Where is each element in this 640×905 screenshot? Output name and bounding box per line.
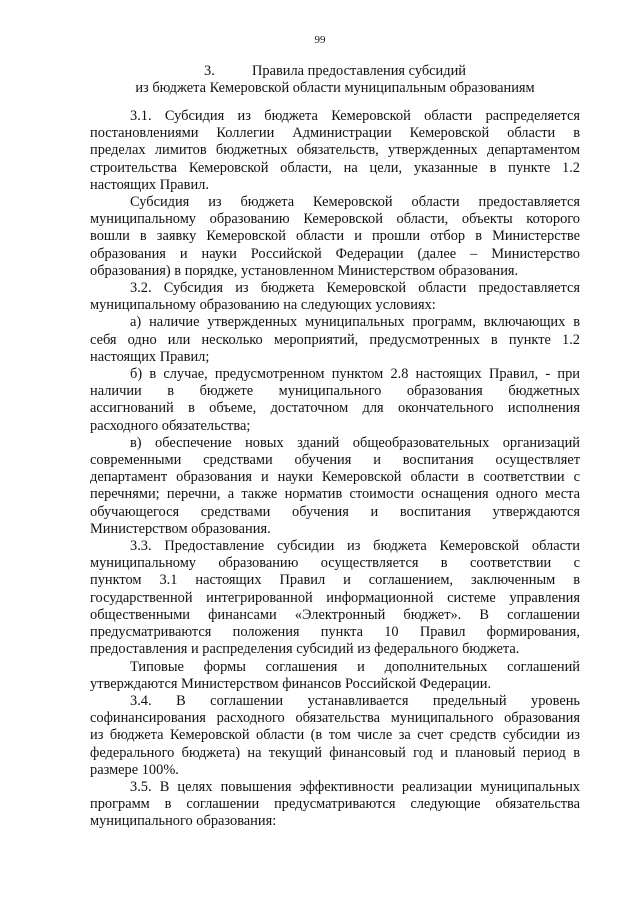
document-body (90, 108, 580, 831)
paragraph (90, 108, 580, 194)
section-heading (90, 63, 580, 97)
section-heading-line-1 (90, 63, 580, 80)
paragraph (90, 280, 580, 314)
section-subtitle: из бюджета Кемеровской области муниципальным образованиям (135, 80, 535, 96)
paragraph (90, 659, 580, 693)
paragraph-line: 3.1. Субсидия из бюджета Кемеровской области распределяется (130, 108, 580, 124)
paragraph-line: утверждаются Министерством финансов Российской Федерации. (90, 675, 492, 692)
paragraph-line: настоящих Правил. (90, 176, 209, 193)
paragraph-line: 3.4. В соглашении устанавливается предельный уровень (130, 692, 580, 709)
paragraph-line: государственной интегрированной информационной системе управления (90, 589, 580, 606)
paragraph-line: пределах лимитов бюджетных обязательств, утвержденных департаментом (90, 142, 580, 159)
paragraph-line: 3.3. Предоставление субсидии из бюджета Кемеровской области (130, 538, 580, 555)
paragraph-line: образования и науки Российской Федерации (далее – Министерство (90, 245, 580, 262)
paragraph-line: расходного обязательства; (90, 417, 251, 434)
paragraph-line: федерального бюджета) на текущий финансовый год и плановый период в (90, 744, 580, 761)
paragraph-line: Министерством образования. (90, 520, 271, 537)
paragraph-line: вошли в заявку Кемеровской области и прошли отбор в Министерстве (90, 228, 580, 245)
paragraph-line: образования) в порядке, установленном Министерством образования. (90, 262, 519, 279)
paragraph-line: настоящих Правил; (90, 348, 210, 365)
section-title: Правила предоставления субсидий (252, 63, 466, 79)
paragraph-line: себя одно или несколько мероприятий, предусмотренных в пункте 1.2 (90, 331, 580, 348)
paragraph-line: предусматриваются положения пункта 10 Правил формирования, (90, 624, 580, 641)
paragraph-line: перечнями; перечни, а также норматив стоимости оснащения одного места (90, 486, 580, 503)
paragraph (90, 693, 580, 779)
paragraph-line: Типовые формы соглашения и дополнительных соглашений (130, 658, 580, 675)
paragraph-line: из бюджета Кемеровской области (в том числе за счет средств субсидии из (90, 727, 580, 744)
paragraph-line: постановлениями Коллегии Администрации Кемеровской области в (90, 125, 580, 142)
paragraph (90, 538, 580, 658)
paragraph-line: предоставления и распределения субсидий из федерального бюджета. (90, 641, 520, 658)
paragraph-line: муниципальному образованию осуществляется в соответствии с (90, 555, 580, 572)
paragraph-line: муниципальному образованию Кемеровской области, объекты которого (90, 211, 580, 228)
page-number: 99 (314, 34, 326, 46)
paragraph-line: софинансирования расходного обязательства муниципального образования (90, 710, 580, 727)
paragraph-line: департамент образования и науки Кемеровской области в соответствии с (90, 469, 580, 486)
paragraph (90, 779, 580, 831)
paragraph-line: программ в соглашении предусматриваются следующие обязательства (90, 796, 580, 813)
paragraph-line: б) в случае, предусмотренном пунктом 2.8 настоящих Правил, - при (130, 366, 580, 383)
paragraph-line: ассигнований в объеме, достаточном для окончательного исполнения (90, 400, 580, 417)
paragraph-line: современными средствами обучения и воспитания осуществляет (90, 452, 580, 469)
paragraph-line: размере 100%. (90, 761, 179, 778)
section-number: 3. (204, 63, 215, 79)
paragraph (90, 194, 580, 280)
paragraph-line: в) обеспечение новых зданий общеобразовательных организаций (130, 434, 580, 451)
paragraph-line: муниципального образования: (90, 813, 277, 830)
paragraph (90, 435, 580, 538)
paragraph-line: Субсидия из бюджета Кемеровской области предоставляется (130, 194, 580, 211)
paragraph-line: 3.5. В целях повышения эффективности реализации муниципальных (130, 778, 580, 795)
paragraph-line: а) наличие утвержденных муниципальных программ, включающих в (130, 314, 580, 331)
paragraph (90, 314, 580, 366)
paragraph-line: общественными финансами «Электронный бюджет». В соглашении (90, 606, 580, 623)
paragraph-line: строительства Кемеровской области, на цели, указанные в пункте 1.2 (90, 159, 580, 176)
paragraph-line: пунктом 3.1 настоящих Правил и соглашением, заключенным в (90, 572, 580, 589)
paragraph-line: 3.2. Субсидия из бюджета Кемеровской области предоставляется (130, 280, 580, 297)
paragraph-line: наличии в бюджете муниципального образования бюджетных (90, 383, 580, 400)
paragraph (90, 366, 580, 435)
paragraph-line: муниципальному образованию на следующих условиях: (90, 297, 436, 314)
paragraph-line: обучающегося средствами обучения и воспитания утверждаются (90, 503, 580, 520)
